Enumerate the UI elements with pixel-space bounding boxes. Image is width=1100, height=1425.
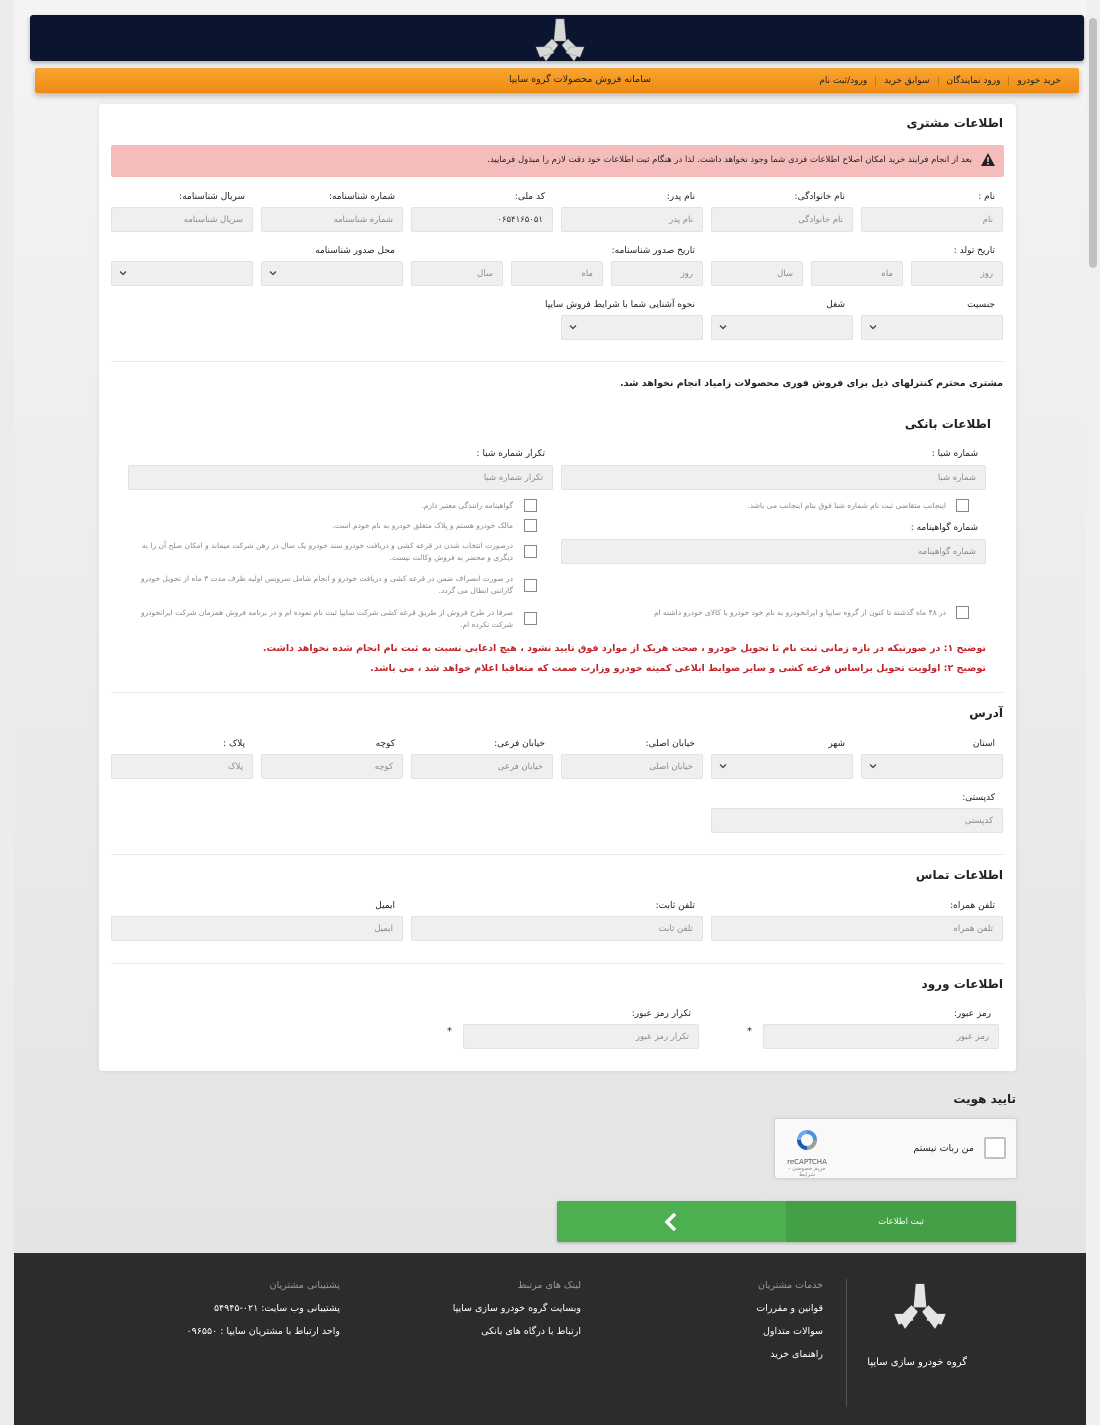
zamyad-notice: مشتری محترم کنترلهای ذیل برای فروش فوری محصولات زامیاد انجام نخواهد شد. — [620, 378, 1003, 389]
recaptcha-badge — [787, 1127, 827, 1178]
side-street-input[interactable]: خیابان فرعی — [411, 754, 553, 779]
id-serial-field: سریال شناسنامه: سریال شناسنامه — [111, 192, 253, 234]
email-input[interactable]: ایمیل — [111, 916, 403, 941]
mobile-field: تلفن همراه: تلفن همراه — [711, 901, 1003, 943]
site-title: سامانه فروش محصولات گروه سایپا — [509, 74, 651, 85]
sheba-repeat-input[interactable]: تکرار شماره شبا — [128, 465, 553, 490]
sheba-field: شماره شبا : شماره شبا — [561, 449, 986, 491]
previous-car-checkbox[interactable] — [956, 606, 969, 619]
chevron-down-icon — [869, 323, 877, 331]
city-field: شهر — [711, 739, 853, 781]
license-input[interactable]: شماره گواهینامه — [561, 539, 986, 564]
warranty-text: در صورت انصراف ضمن در قرعه کشی و دریافت خودرو و انجام شامل سرویس اولیه ظرف مدت ۳ ماه از تحویل خودرو گارانتی ابطال می گردد. — [140, 574, 513, 595]
password-field: رمز عبور: رمز عبور — [763, 1009, 999, 1051]
footer-links-title: لینک های مرتبط — [517, 1280, 581, 1291]
issue-day-input[interactable]: روز — [611, 261, 703, 286]
login-section-title: اطلاعات ورود — [921, 977, 1003, 991]
car-owner-text: مالک خودرو هستم و پلاک متعلق خودرو به نام خودم است. — [332, 521, 513, 530]
gender-select[interactable] — [861, 315, 1003, 340]
required-mark: * — [447, 1026, 452, 1037]
top-header — [30, 15, 1084, 61]
alert-text: بعد از انجام فرایند خرید امکان اصلاح اطلاعات فردی شما وجود نخواهد داشت. لذا در هنگام ثبت اطلاعات خود دقت لازم را مبذول فرمایید. — [487, 155, 972, 165]
side-street-field: خیابان فرعی: خیابان فرعی — [411, 739, 553, 781]
divider — [111, 692, 1003, 693]
province-field: استان — [861, 739, 1003, 781]
name-field: نام : نام — [861, 192, 1003, 234]
footer-company-name: گروه خودرو سازی سایپا — [867, 1357, 967, 1368]
postal-field: کدپستی: کدپستی — [711, 793, 1003, 835]
footer — [14, 1253, 1100, 1425]
family-field: نام خانوادگی: نام خانوادگی — [711, 192, 853, 234]
main-street-input[interactable]: خیابان اصلی — [561, 754, 703, 779]
alley-input[interactable]: کوچه — [261, 754, 403, 779]
id-serial-input[interactable]: سریال شناسنامه — [111, 207, 253, 232]
recaptcha-terms[interactable]: حریم خصوصی - شرایط — [788, 1166, 826, 1178]
alley-field: کوچه کوچه — [261, 739, 403, 781]
recaptcha-brand: reCAPTCHA — [787, 1158, 827, 1166]
warning-icon — [981, 153, 995, 166]
mobile-input[interactable]: تلفن همراه — [711, 916, 1003, 941]
chevron-down-icon — [719, 762, 727, 770]
license-field: شماره گواهینامه : شماره گواهینامه — [561, 523, 986, 565]
footer-services-title: خدمات مشتریان — [758, 1280, 823, 1291]
note-2: توضیح ۲: اولویت تحویل براساس قرعه کشی و سایر ضوابط ابلاغی کمیته خودرو وزارت صمت که متعاقبا اعلام خواهد شد ، می باشد. — [370, 663, 986, 674]
job-field: شغل — [711, 300, 853, 342]
plate-field: پلاک : پلاک — [111, 739, 253, 781]
phone-input[interactable]: تلفن ثابت — [411, 916, 703, 941]
nav-login-register[interactable]: ورود/ثبت نام — [819, 75, 868, 86]
footer-link-bank-gateways[interactable]: ارتباط با درگاه های بانکی — [481, 1326, 581, 1337]
father-input[interactable]: نام پدر — [561, 207, 703, 232]
acquaint-field: نحوه آشنایی شما با شرایط فروش سایپا — [561, 300, 703, 342]
chevron-down-icon — [119, 269, 127, 277]
scrollbar[interactable] — [1086, 0, 1100, 1425]
nav-agents-login[interactable]: ورود نمایندگان — [938, 76, 1009, 86]
customer-section-title: اطلاعات مشتری — [906, 116, 1003, 130]
postal-input[interactable]: کدپستی — [711, 808, 1003, 833]
footer-link-faq[interactable]: سوالات متداول — [763, 1326, 823, 1337]
divider — [111, 361, 1003, 362]
bank-section-title: اطلاعات بانکی — [904, 417, 991, 431]
city-select[interactable] — [711, 754, 853, 779]
father-field: نام پدر: نام پدر — [561, 192, 703, 234]
sheba-repeat-field: تکرار شماره شبا : تکرار شماره شبا — [128, 449, 553, 491]
submit-button[interactable] — [557, 1201, 1016, 1242]
scrollbar-thumb[interactable] — [1089, 18, 1097, 268]
nav-links — [811, 68, 1069, 93]
birth-date-field: تاریخ تولد : روز ماه سال — [711, 246, 1003, 288]
issue-place-select[interactable] — [261, 261, 403, 286]
phone-field: تلفن ثابت: تلفن ثابت — [411, 901, 703, 943]
mortgage-text: درصورت انتخاب شدن در قرعه کشی و دریافت خودرو سند خودرو یک سال در رهن شرکت میماند و امکان صلح آن را به دیگری و محضر به فروش وکالت نیست. — [141, 541, 513, 562]
birth-day-input[interactable]: روز — [911, 261, 1003, 286]
recaptcha-icon — [794, 1127, 820, 1153]
footer-link-guide[interactable]: راهنمای خرید — [770, 1349, 823, 1360]
national-code-input[interactable]: ۰۶۵۴۱۶۵۰۵۱ — [411, 207, 553, 232]
car-owner-checkbox[interactable] — [524, 519, 537, 532]
footer-link-rules[interactable]: قوانین و مقررات — [756, 1303, 823, 1314]
id-number-field: شماره شناسنامه: شماره شناسنامه — [261, 192, 403, 234]
chevron-down-icon — [719, 323, 727, 331]
previous-car-text: در ۴۸ ماه گذشته تا کنون از گروه سایپا و ایرانخودرو به نام خود خودرو یا کالای خودرو داشته ام — [653, 608, 946, 617]
registration-form — [99, 104, 1016, 1071]
issue-date-field: تاریخ صدور شناسنامه: روز ماه سال — [411, 246, 703, 288]
required-mark: * — [747, 1026, 752, 1037]
license-valid-text: گواهینامه رانندگی معتبر دارم. — [421, 501, 513, 510]
email-field: ایمیل ایمیل — [111, 901, 403, 943]
birth-year-input[interactable]: سال — [711, 261, 803, 286]
license-valid-checkbox[interactable] — [524, 499, 537, 512]
recaptcha-widget — [774, 1118, 1017, 1179]
footer-link-saipa-site[interactable]: وبسایت گروه خودرو سازی سایپا — [452, 1303, 581, 1314]
submit-label: ثبت اطلاعات — [786, 1201, 1016, 1242]
footer-support-customers: واحد ارتباط با مشتریان سایپا : ۰۹۶۵۵۰ — [186, 1326, 340, 1337]
footer-support-title: پشتیبانی مشتریان — [269, 1280, 340, 1291]
plate-input[interactable]: پلاک — [111, 754, 253, 779]
warranty-checkbox[interactable] — [524, 579, 537, 592]
address-section-title: آدرس — [969, 706, 1003, 720]
issue-year-input[interactable]: سال — [411, 261, 503, 286]
saipa-logo-icon — [890, 1281, 950, 1336]
name-input[interactable]: نام — [861, 207, 1003, 232]
mortgage-checkbox[interactable] — [524, 545, 537, 558]
nav-purchase-history[interactable]: سوابق خرید — [875, 76, 937, 86]
sheba-owner-text: اینجانب متقاضی ثبت نام شماره شبا فوق بنام اینجانب می باشد. — [747, 501, 946, 510]
gender-field: جنسیت — [861, 300, 1003, 342]
single-plan-checkbox[interactable] — [524, 612, 537, 625]
captcha-checkbox[interactable] — [984, 1137, 1006, 1159]
password-input[interactable]: رمز عبور — [763, 1024, 999, 1049]
nav-buy-car[interactable]: خرید خودرو — [1008, 76, 1069, 86]
issue-place-select-2[interactable] — [111, 261, 253, 286]
sheba-input[interactable]: شماره شبا — [561, 465, 986, 490]
divider — [111, 854, 1003, 855]
acquaint-select[interactable] — [561, 315, 703, 340]
captcha-label: من ربات نیستم — [913, 1143, 974, 1154]
footer-services — [756, 1280, 823, 1372]
note-1: توضیح ۱: در صورتیکه در بازه زمانی ثبت نام تا تحویل خودرو ، صحت هریک از موارد فوق تایید نشود ، هیچ ادعایی نسبت به ثبت نام انجام شده نخواهد داشت. — [262, 643, 986, 654]
chevron-down-icon — [269, 269, 277, 277]
chevron-down-icon — [869, 762, 877, 770]
footer-support-web: پشتیبانی وب سایت: ۰۲۱-۵۴۹۴۵ — [213, 1303, 340, 1314]
family-input[interactable]: نام خانوادگی — [711, 207, 853, 232]
password-repeat-field: تکرار رمز عبور: تکرار رمز عبور — [463, 1009, 699, 1051]
national-code-field: کد ملی: ۰۶۵۴۱۶۵۰۵۱ — [411, 192, 553, 234]
page — [14, 0, 1100, 1425]
footer-divider — [846, 1279, 847, 1407]
issue-month-input[interactable]: ماه — [511, 261, 603, 286]
main-street-field: خیابان اصلی: خیابان اصلی — [561, 739, 703, 781]
sheba-owner-checkbox[interactable] — [956, 499, 969, 512]
birth-month-input[interactable]: ماه — [811, 261, 903, 286]
footer-support — [187, 1280, 340, 1349]
chevron-left-icon — [662, 1212, 680, 1232]
footer-links — [453, 1280, 581, 1349]
issue-place-field: محل صدور شناسنامه — [111, 246, 403, 288]
province-select[interactable] — [861, 754, 1003, 779]
saipa-logo-icon[interactable] — [532, 17, 588, 67]
contact-section-title: اطلاعات تماس — [915, 868, 1003, 882]
identity-title: تایید هویت — [953, 1092, 1016, 1106]
single-plan-text: صرفا در طرح فروش از طریق قرعه کشی شرکت سایپا ثبت نام نموده ام و در برنامه فروش همزمان شرکت ایرانخودرو شرکت نکرده ام. — [140, 608, 513, 629]
job-select[interactable] — [711, 315, 853, 340]
chevron-down-icon — [569, 323, 577, 331]
divider — [111, 963, 1003, 964]
id-number-input[interactable]: شماره شناسنامه — [261, 207, 403, 232]
nav-bar — [35, 68, 1079, 93]
warning-alert — [111, 145, 1004, 177]
password-repeat-input[interactable]: تکرار رمز عبور — [463, 1024, 699, 1049]
